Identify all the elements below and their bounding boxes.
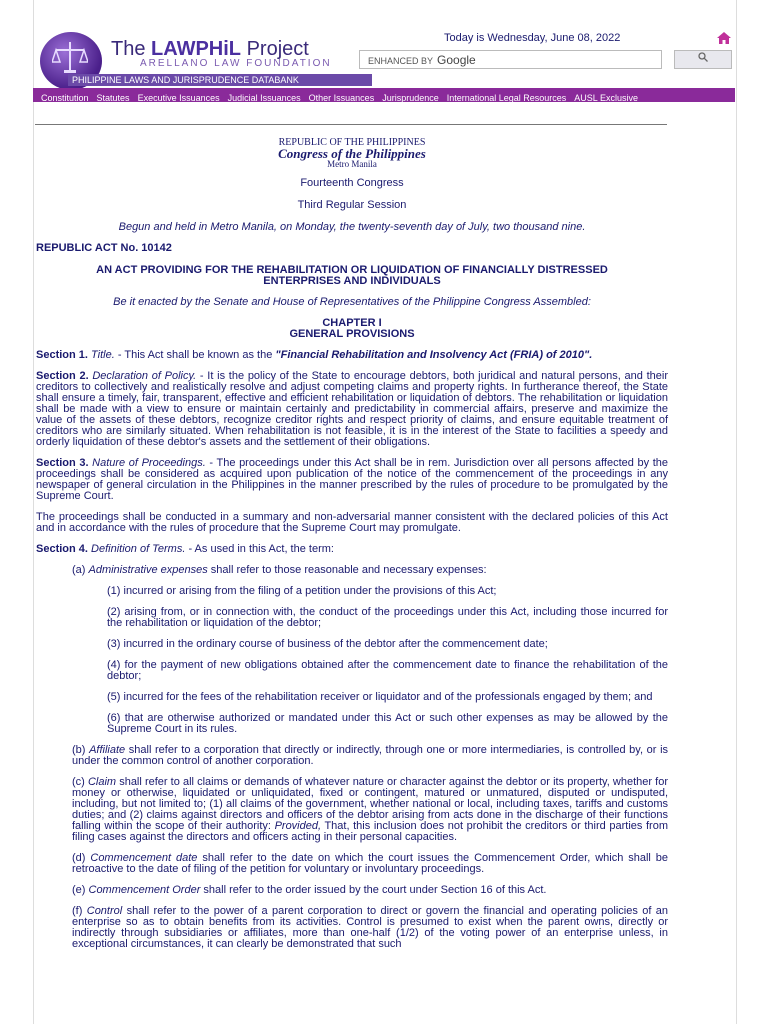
google-brand: Google	[437, 53, 476, 67]
congress-heading: Congress of the Philippines	[278, 146, 426, 161]
defined-term: Commencement date	[90, 852, 198, 864]
section-4	[36, 544, 668, 555]
nav-international-legal-resources[interactable]: International Legal Resources	[446, 93, 567, 103]
item-label: (a)	[72, 564, 89, 576]
definition-a-6: (6) that are otherwise authorized or mandated under this Act or such other expenses as may be allowed by the Supreme Court in its rules.	[107, 712, 668, 735]
section-text: - This Act shall be known as the	[114, 349, 276, 361]
definition-b	[72, 745, 668, 767]
item-label: (e)	[72, 884, 89, 896]
section-label: Section 3.	[36, 457, 89, 469]
document-body	[36, 137, 668, 950]
definition-text: shall refer to those reasonable and necessary expenses:	[207, 564, 487, 576]
section-title: Title.	[91, 349, 115, 361]
proviso-term: Provided,	[274, 820, 322, 832]
section-label: Section 2.	[36, 370, 89, 382]
definition-text: shall refer to the power of a parent corporation to direct or govern the financial and operating policies of an enterprise so as to obtain benefits from its activities. Control is presumed to exist when the parent owns, directly or indirectly through subsidiaries or affiliates, more than one-half (1/2) of the voting power of an enterprise unless, in exceptional circumstances, it can clearly be demonstrated that such	[72, 905, 668, 950]
item-label: (f)	[72, 905, 87, 917]
section-text: - As used in this Act, the term:	[185, 543, 334, 555]
section-title: Nature of Proceedings.	[92, 457, 206, 469]
nav-jurisprudence[interactable]: Jurisprudence	[382, 93, 439, 103]
section-3	[36, 458, 668, 502]
definition-text: That, this inclusion does not prohibit the creditors or third parties from filing cases against the directors and officers acting in their personal capacities.	[72, 820, 668, 843]
definition-a-1: (1) incurred or arising from the filing of a petition under the provisions of this Act;	[107, 585, 497, 597]
definition-a	[72, 565, 668, 576]
section-3-paragraph-2: The proceedings shall be conducted in a summary and non-adversarial manner consistent with the declared policies of this Act and in accordance with the rules of procedure that the Supreme Court may promulgate.	[36, 511, 668, 534]
begun-statement: Begun and held in Metro Manila, on Monday, the twenty-seventh day of July, two thousand nine.	[118, 221, 586, 233]
defined-term: Administrative expenses	[88, 564, 208, 576]
definition-text: shall refer to the order issued by the court under Section 16 of this Act.	[200, 884, 547, 896]
item-label: (c)	[72, 776, 88, 788]
brand-name: LAWPHiL	[151, 38, 242, 60]
republic-heading: REPUBLIC OF THE PHILIPPINES	[278, 137, 426, 148]
defined-term: Claim	[87, 776, 117, 788]
section-text: - The proceedings under this Act shall be in rem. Jurisdiction over all persons affected by the proceedings shall be considered as acquired upon publication of the notice of the commencement of the proceedings in any newspaper of general circulation in the Philippines in the manner prescribed by the rules of procedure to be promulgated by the Supreme Court.	[36, 457, 669, 502]
brand-the: The	[111, 38, 146, 60]
definition-c	[72, 777, 668, 843]
definition-a-4: (4) for the payment of new obligations obtained after the commencement date to finance the rehabilitation of the debtor;	[107, 659, 668, 682]
act-short-title: "Financial Rehabilitation and Insolvency Act (FRIA) of 2010".	[275, 349, 593, 361]
definition-text: shall refer to all claims or demands of whatever nature or character against the debtor or its property, whether for money or otherwise, liquidated or unliquidated, fixed or contingent, matured or unmatured, disputed or undisputed, including, but not limited to; (1) all claims of the government, whether national or local, including taxes, tariffs and customs duties; and (2) claims against directors and officers of the debtor arising from acts done in the discharge of their functions falling within the scope of their authority:	[72, 776, 668, 832]
definition-text: shall refer to a corporation that directly or indirectly, through one or more intermediaries, is controlled by, or is under the common control of another corporation.	[72, 744, 669, 767]
nav-executive-issuances[interactable]: Executive Issuances	[137, 93, 220, 103]
nav-judicial-issuances[interactable]: Judicial Issuances	[227, 93, 301, 103]
today-date: Today is Wednesday, June 08, 2022	[444, 32, 621, 44]
search-input[interactable]	[359, 50, 662, 69]
foundation-name: ARELLANO LAW FOUNDATION	[140, 58, 332, 69]
section-2	[36, 371, 668, 448]
search-icon	[698, 52, 708, 62]
defined-term: Control	[86, 905, 123, 917]
definition-f	[72, 906, 668, 950]
act-title: AN ACT PROVIDING FOR THE REHABILITATION OR LIQUIDATION OF FINANCIALLY DISTRESSED ENTERPRISES AND INDIVIDUALS	[96, 264, 608, 287]
definition-a-3: (3) incurred in the ordinary course of business of the debtor after the commencement date;	[107, 638, 548, 650]
item-label: (d)	[72, 852, 91, 864]
definition-a-5: (5) incurred for the fees of the rehabilitation receiver or liquidator and of the professionals engaged by them; and	[107, 691, 653, 703]
logo-text: LAWPHiL	[50, 102, 85, 109]
section-label: Section 4.	[36, 543, 88, 555]
section-1	[36, 350, 668, 361]
chapter-title: GENERAL PROVISIONS	[289, 328, 415, 340]
divider	[35, 124, 667, 125]
main-nav	[33, 88, 735, 102]
definition-d	[72, 853, 668, 875]
item-label: (b)	[72, 744, 90, 756]
nav-statutes[interactable]: Statutes	[96, 93, 130, 103]
search-button[interactable]	[674, 50, 732, 69]
home-icon[interactable]	[717, 32, 731, 44]
definition-a-2: (2) arising from, or in connection with, the conduct of the proceedings under this Act, including those incurred for the rehabilitation or liquidation of the debtor;	[107, 606, 668, 629]
enacting-clause: Be it enacted by the Senate and House of Representatives of the Philippine Congress Assembled:	[113, 296, 591, 308]
section-title: Definition of Terms.	[91, 543, 186, 555]
search-label: ENHANCED BY	[368, 56, 434, 66]
nav-other-issuances[interactable]: Other Issuances	[308, 93, 375, 103]
definition-e	[72, 885, 668, 896]
brand-project: Project	[246, 38, 309, 60]
metro-heading: Metro Manila	[327, 159, 377, 169]
section-label: Section 1.	[36, 349, 88, 361]
defined-term: Affiliate	[89, 744, 126, 756]
definition-text: shall refer to the date on which the court issues the Commencement Order, which shall be retroactive to the date of filing of the petition for voluntary or involuntary proceedings.	[72, 852, 669, 875]
section-title: Declaration of Policy.	[92, 370, 197, 382]
nav-ausl-exclusive[interactable]: AUSL Exclusive	[574, 93, 638, 103]
chapter-number: CHAPTER I	[322, 317, 382, 329]
congress-number: Fourteenth Congress	[300, 177, 404, 189]
databank-banner: PHILIPPINE LAWS AND JURISPRUDENCE DATABANK	[68, 74, 372, 86]
act-number: REPUBLIC ACT No. 10142	[36, 242, 172, 254]
section-text: - It is the policy of the State to encourage debtors, both juridical and natural persons, and their creditors to collectively and realistically resolve and adjust competing claims and property rights. In furtherance thereof, the State shall ensure a timely, fair, transparent, effective and efficient rehabilitation or liquidation of debtors. The rehabilitation or liquidation shall be made with a view to ensure or maintain certainly and predictability in commercial affairs, preserve and maximize the value of the assets of these debtors, recognize creditor rights and respect priority of claims, and ensure equitable treatment of creditors who are similarly situated. When rehabilitation is not feasible, it is in the interest of the State to facilities a speedy and orderly liquidation of these debtor's assets and the settlement of their obligations.	[36, 370, 668, 448]
nav-constitution[interactable]: Constitution	[41, 93, 89, 103]
defined-term: Commencement Order	[88, 884, 201, 896]
session-label: Third Regular Session	[297, 199, 407, 211]
